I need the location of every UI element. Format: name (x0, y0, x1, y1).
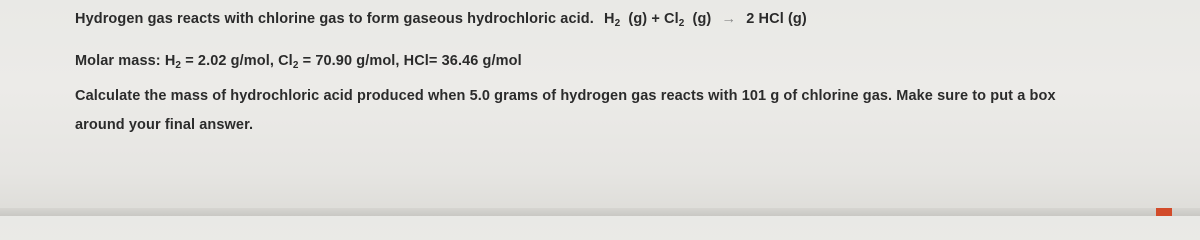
question-line-2: around your final answer. (75, 117, 254, 133)
corner-marker (1156, 208, 1172, 216)
equation-cl-state: (g) (692, 11, 712, 27)
molar-mass-h-value: = 2.02 g/mol, Cl (185, 53, 293, 69)
molar-mass-cl-subscript: 2 (292, 60, 299, 71)
equation-h-subscript: 2 (614, 18, 621, 29)
molar-mass-h-subscript: 2 (175, 60, 182, 71)
reaction-statement (75, 11, 807, 27)
equation-h: H (604, 11, 615, 27)
molar-mass-prefix: Molar mass: H (75, 53, 176, 69)
equation-middle: (g) + Cl (628, 11, 679, 27)
bottom-edge (0, 208, 1200, 216)
reaction-text: Hydrogen gas reacts with chlorine gas to form gaseous hydrochloric acid. (75, 11, 594, 27)
question-line-1: Calculate the mass of hydrochloric acid produced when 5.0 grams of hydrogen gas reacts with 101 g of chlorine gas. Make sure to put a box (75, 88, 1056, 104)
equation-product: 2 HCl (g) (746, 11, 807, 27)
reaction-arrow: → (721, 11, 737, 27)
molar-mass-rest: = 70.90 g/mol, HCl= 36.46 g/mol (302, 53, 522, 69)
molar-mass-line (75, 53, 522, 69)
equation-cl-subscript: 2 (678, 18, 685, 29)
